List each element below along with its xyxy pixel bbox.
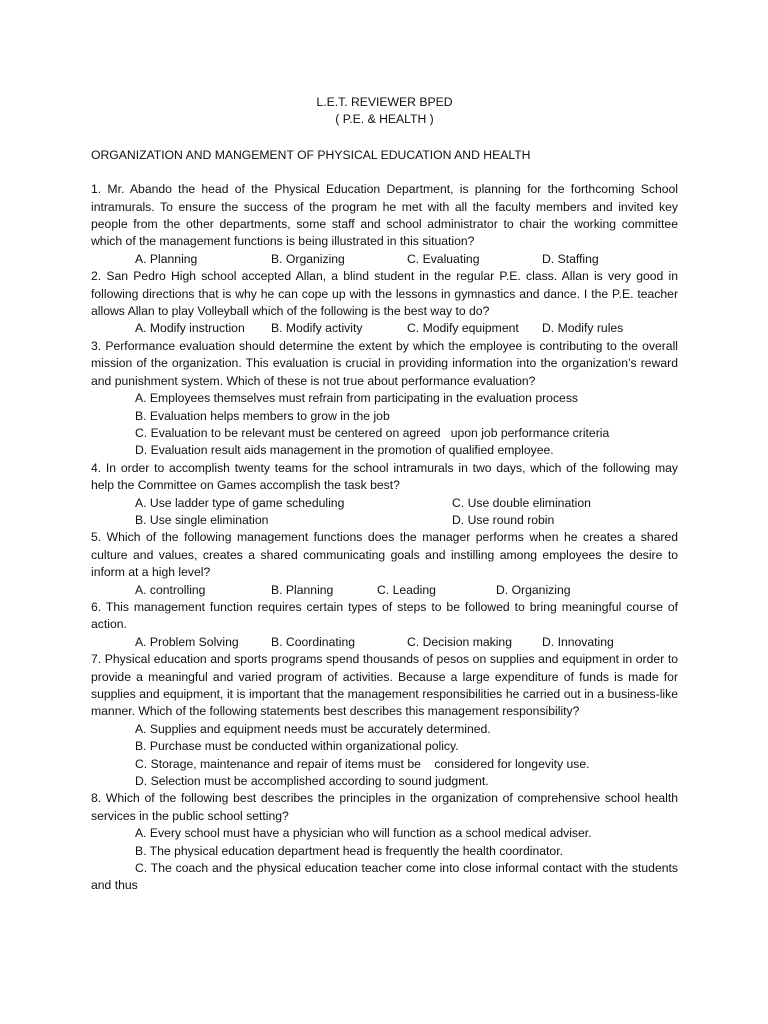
question-3: 3. Performance evaluation should determine the extent by which the employee is contributing to the overall mission of the organization. This evaluation is crucial in providing information into the organization’s reward and punishment system. Which of these is not true about performance evaluation? [91, 338, 678, 388]
option-a: A. Modify instruction [135, 321, 245, 336]
question-4: 4. In order to accomplish twenty teams for the school intramurals in two days, which of the following may help the Committee on Games accomplish the task best? [91, 460, 678, 493]
option-b: B. Purchase must be conducted within organizational policy. [135, 739, 459, 754]
option-b: B. Evaluation helps members to grow in the job [135, 408, 390, 423]
question-1: 1. Mr. Abando the head of the Physical Education Department, is planning for the forthcoming School intramurals. To ensure the success of the program he met with all the faculty members and invited key people from the other departments, some staff and school administrator to chair the working committee which of the management functions is being illustrated in this situation? [91, 182, 678, 249]
option-c: C. Use double elimination [452, 495, 591, 510]
question-7: 7. Physical education and sports programs spend thousands of pesos on supplies and equipment in order to provide a meaningful and varied program of activities. Because a large expenditure of funds is made for supplies and equipment, it is important that the management responsibilities he carried out in a business-like manner. Which of the following statements best describes this management responsibility? [91, 652, 678, 719]
section-heading: ORGANIZATION AND MANGEMENT OF PHYSICAL EDUCATION AND HEALTH [91, 147, 531, 162]
option-a: A. Planning [135, 251, 198, 266]
document-subtitle: ( P.E. & HEALTH ) [335, 112, 434, 127]
option-d: D. Selection must be accomplished according to sound judgment. [135, 774, 489, 789]
option-c: C. Decision making [407, 634, 512, 649]
option-d: D. Staffing [542, 251, 599, 266]
question-1-options [135, 251, 678, 268]
question-5: 5. Which of the following management functions does the manager performs when he creates a shared culture and values, creates a shared communicating goals and instilling among employees the desire to inform at a high level? [91, 530, 678, 580]
option-b: B. Planning [271, 582, 334, 597]
question-6-options [135, 634, 678, 651]
option-d: D. Organizing [496, 582, 571, 597]
option-b: B. The physical education department head is frequently the health coordinator. [135, 843, 563, 858]
title-block [91, 94, 678, 129]
question-2-options [135, 320, 678, 337]
option-d: D. Innovating [542, 634, 614, 649]
option-b: B. Organizing [271, 251, 345, 266]
option-a: A. controlling [135, 582, 206, 597]
option-b: B. Modify activity [271, 321, 363, 336]
question-4-options [135, 495, 678, 530]
option-c: C. Evaluating [407, 251, 480, 266]
option-a: A. Every school must have a physician who will function as a school medical adviser. [135, 826, 592, 841]
option-c: C. Storage, maintenance and repair of items must be considered for longevity use. [135, 756, 590, 771]
question-6: 6. This management function requires certain types of steps to be followed to bring meaningful course of action. [91, 599, 678, 632]
option-d: D. Modify rules [542, 321, 624, 336]
option-d: D. Evaluation result aids management in the promotion of qualified employee. [135, 443, 554, 458]
option-c: C. The coach and the physical education teacher come into close informal contact with the students and thus [91, 861, 678, 893]
question-8: 8. Which of the following best describes the principles in the organization of comprehensive school health services in the public school setting? [91, 791, 678, 823]
option-b: B. Use single elimination [135, 512, 269, 527]
option-c: C. Evaluation to be relevant must be centered on agreed upon job performance criteria [135, 425, 610, 440]
option-c: C. Modify equipment [407, 321, 519, 336]
option-a: A. Employees themselves must refrain from participating in the evaluation process [135, 391, 579, 406]
document-title: L.E.T. REVIEWER BPED [316, 95, 453, 109]
option-b: B. Coordinating [271, 634, 356, 649]
option-a: A. Problem Solving [135, 634, 239, 649]
option-d: D. Use round robin [452, 512, 555, 527]
option-c: C. Leading [377, 582, 436, 597]
option-a: A. Use ladder type of game scheduling [135, 495, 345, 510]
question-5-options [135, 582, 678, 599]
document-body [91, 94, 678, 895]
option-a: A. Supplies and equipment needs must be accurately determined. [135, 721, 491, 736]
question-2: 2. San Pedro High school accepted Allan, a blind student in the regular P.E. class. Allan is very good in following directions that is why he can cope up with the lessons in gymnastics and dance. I the P.E. teacher allows Allan to play Volleyball which of the following is the best way to do? [91, 269, 678, 319]
